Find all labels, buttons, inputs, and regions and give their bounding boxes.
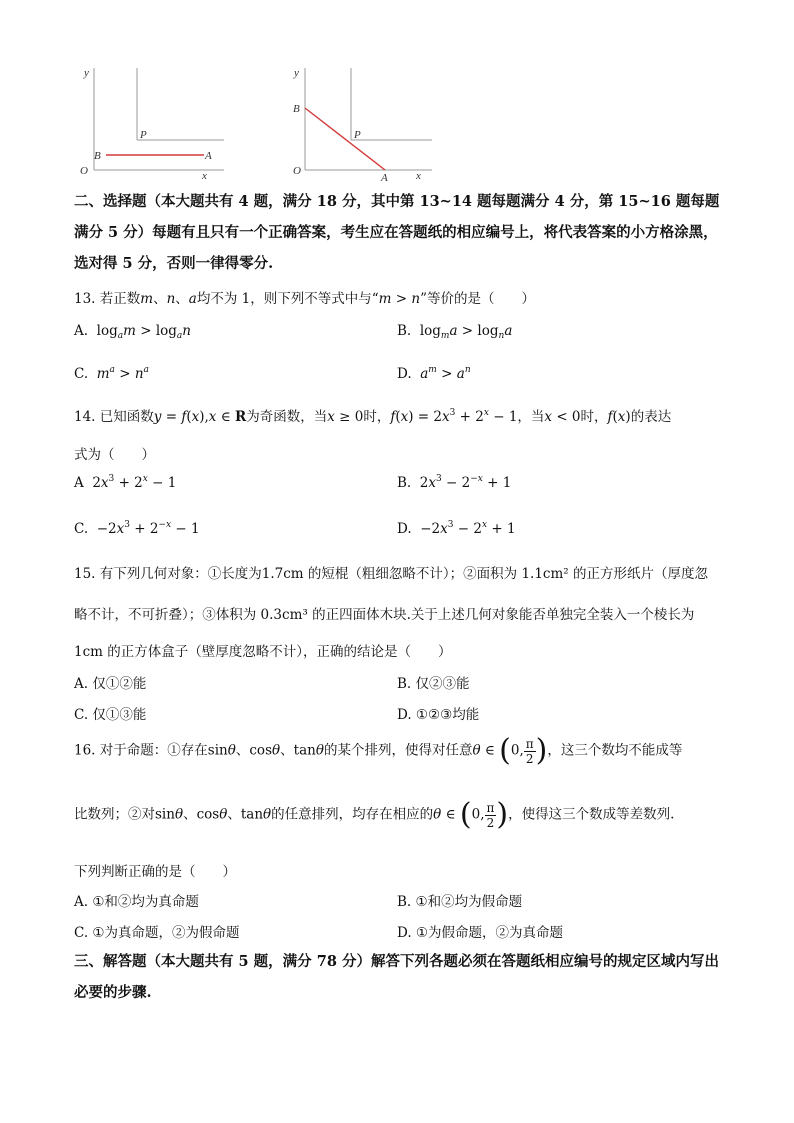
q14-option-d[interactable]: D. $-2x^3 - 2^x + 1$ [397,520,516,537]
x-label: x [416,170,421,182]
point-b-label: B [293,103,300,115]
y-label: y [84,67,89,79]
figure-2 [284,62,444,182]
x-label: x [202,170,207,182]
q14-option-c[interactable]: C. $-2x^3 + 2^{-x} - 1$ [74,520,200,537]
q13-option-b[interactable]: B. $\log_ma > \log_na$ [397,323,513,341]
q16-stem-line2: 比数列；②对sinθ、cosθ、tanθ的任意排列，均存在相应的θ ∈ (0, $\frac{\pi}{2}$ )，使得这三个数成等差数列. [74,797,675,832]
q13-option-d[interactable]: D. $a^m > a^n$ [397,365,471,382]
point-b-label: B [94,150,101,162]
segment-ba [305,108,385,170]
q15-stem-line3: 1cm 的正方体盒子（壁厚度忽略不计），正确的结论是（ ） [74,644,452,660]
q13-text-b: 均不为 1，则下列不等式中与“ [196,291,379,307]
q15-stem-line1: 15. 有下列几何对象：①长度为1.7cm 的短棍（粗细忽略不计）；②面积为 1.1cm² 的正方形纸片（厚度忽 [74,566,708,582]
figure-1 [74,62,234,182]
point-p-label: P [354,129,361,141]
section-3-title: 三、解答题（本大题共有 5 题，满分 78 分）解答下列各题必须在答题纸相应编号的规定区域内写出必要的步骤. [74,953,719,1001]
q16-option-b[interactable]: B. ①和②均为假命题 [397,894,523,910]
q15-stem-line2: 略不计，不可折叠）；③体积为 0.3cm³ 的正四面体木块.关于上述几何对象能否单独完全装入一个棱长为 [74,607,695,623]
point-a-label: A [381,172,388,182]
point-a-label: A [205,150,212,162]
section-2-title: 二、选择题（本大题共有 4 题，满分 18 分，其中第 13~14 题每题满分 4 分，第 15~16 题每题满分 5 分）每题有且只有一个正确答案，考生应在答题纸的相应编号上，将代表答案的小方格涂黑，选对得 5 分，否则一律得零分. [74,193,720,272]
q16-option-a[interactable]: A. ①和②均为真命题 [74,894,199,910]
q13-text-a: 若正数 [99,291,141,307]
origin-label: O [293,165,301,177]
y-label: y [294,67,299,79]
q16-stem-line1: 16. 对于命题：①存在sinθ、cosθ、tanθ的某个排列，使得对任意θ ∈ (0, $\frac{\pi}{2}$ )，这三个数均不能成等 [74,733,683,768]
q14-stem-line2: 式为（ ） [74,447,155,463]
q13-stem: 13. 若正数m、n、a均不为 1，则下列不等式中与“m > n”等价的是（ ） [74,291,535,307]
q13-option-c[interactable]: C. $m^a > n^a$ [74,365,149,382]
point-p-label: P [140,129,147,141]
origin-label: O [80,165,88,177]
q14-stem-line1: 14. 已知函数y = f(x),x ∈ R为奇函数，当x ≥ 0时，$f(x) = 2x^3 + 2^x - 1$，当x < 0时，f(x)的表达 [74,408,672,425]
q15-option-b[interactable]: B. 仅②③能 [397,676,470,692]
q13-text-c: ”等价的是（ ） [420,291,535,307]
q13-option-a[interactable]: A. $\log_am > \log_an$ [74,323,191,341]
q15-option-d[interactable]: D. ①②③均能 [397,707,480,723]
q15-option-a[interactable]: A. 仅①②能 [74,676,147,692]
q16-stem-line3: 下列判断正确的是（ ） [74,864,236,880]
q16-option-d[interactable]: D. ①为假命题，②为真命题 [397,925,564,941]
q13-number: 13. [74,291,96,307]
q14-option-b[interactable]: B. $2x^3 - 2^{-x} + 1$ [397,474,512,491]
q14-option-a[interactable]: A $2x^3 + 2^x - 1$ [74,474,177,491]
q15-option-c[interactable]: C. 仅①③能 [74,707,147,723]
q16-option-c[interactable]: C. ①为真命题，②为假命题 [74,925,240,941]
